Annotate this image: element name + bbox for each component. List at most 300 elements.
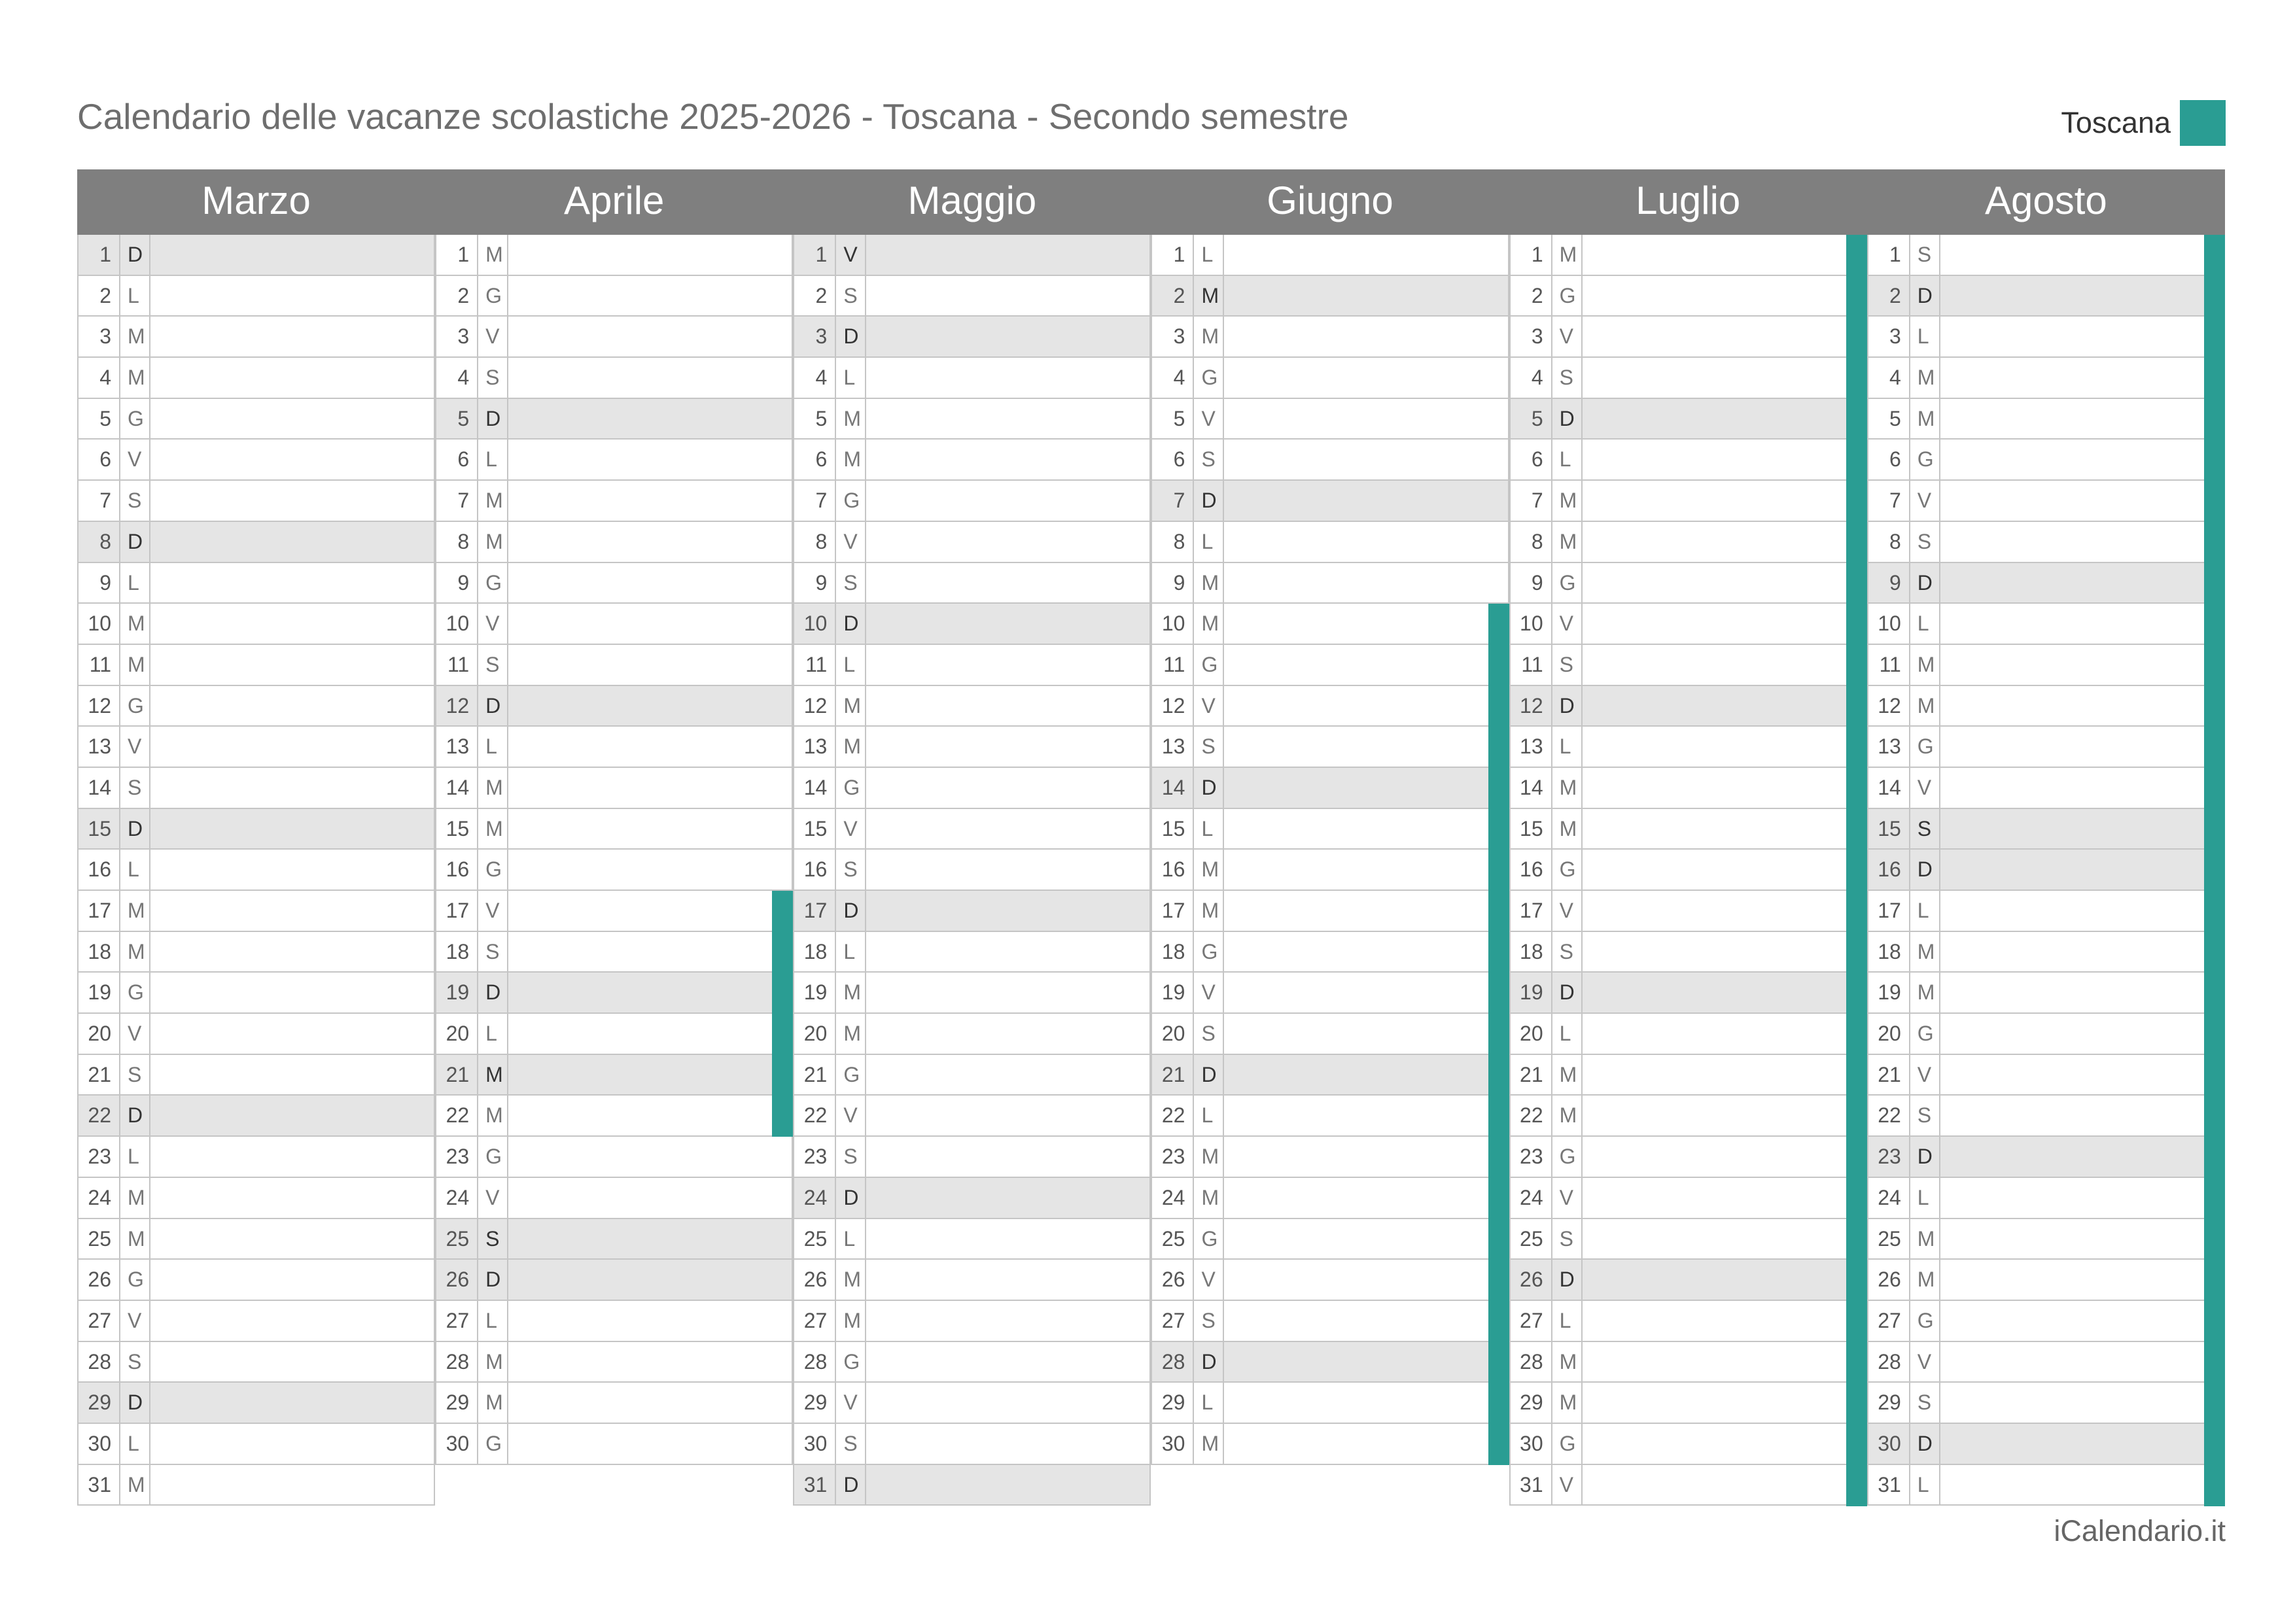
weekday-letter: G: [478, 1137, 508, 1177]
month-column: [1509, 169, 1867, 1506]
day-row: [793, 522, 1151, 563]
day-number: 4: [1867, 358, 1910, 398]
weekday-letter: S: [836, 1424, 866, 1464]
weekday-letter: L: [836, 932, 866, 972]
day-number: 21: [793, 1055, 836, 1095]
day-row: [435, 604, 793, 645]
day-cell: [150, 481, 435, 521]
day-cell: [508, 686, 793, 726]
day-number: 7: [435, 481, 478, 521]
weekday-letter: M: [1910, 686, 1940, 726]
day-cell: [1224, 1424, 1509, 1464]
day-cell: [1940, 809, 2225, 849]
day-row: [1867, 235, 2225, 276]
weekday-letter: S: [1194, 1301, 1224, 1341]
day-row: [435, 276, 793, 317]
weekday-letter: V: [478, 317, 508, 356]
day-row: [1509, 604, 1867, 645]
day-cell: [150, 686, 435, 726]
weekday-letter: V: [1552, 317, 1583, 356]
page-title: Calendario delle vacanze scolastiche 2025-2026 - Toscana - Secondo semestre: [77, 96, 1349, 137]
weekday-letter: D: [1910, 1424, 1940, 1464]
weekday-letter: M: [1194, 1178, 1224, 1218]
day-number: 3: [793, 317, 836, 356]
day-row: [1151, 563, 1509, 604]
day-number: 12: [435, 686, 478, 726]
day-number: 11: [435, 645, 478, 685]
day-cell: [1583, 563, 1867, 603]
day-number: 11: [77, 645, 120, 685]
weekday-letter: D: [120, 1096, 150, 1135]
day-number: 1: [1509, 235, 1552, 275]
day-number: 12: [1151, 686, 1194, 726]
day-row: [1151, 235, 1509, 276]
day-cell: [508, 1055, 793, 1095]
weekday-letter: D: [120, 809, 150, 849]
day-number: 30: [77, 1424, 120, 1464]
day-number: 1: [435, 235, 478, 275]
day-number: 31: [77, 1465, 120, 1505]
day-cell: [508, 932, 793, 972]
day-cell: [508, 1014, 793, 1054]
weekday-letter: L: [478, 727, 508, 767]
day-row: [1151, 522, 1509, 563]
weekday-letter: M: [120, 358, 150, 398]
day-list: [793, 235, 1151, 1506]
day-row: [1151, 645, 1509, 686]
day-row: [1867, 645, 2225, 686]
day-number: 26: [1151, 1260, 1194, 1300]
day-row: [1151, 727, 1509, 768]
day-cell: [508, 1178, 793, 1218]
day-cell: [1224, 399, 1509, 439]
day-number: 2: [1151, 276, 1194, 316]
day-number: 23: [1509, 1137, 1552, 1177]
weekday-letter: G: [1194, 932, 1224, 972]
day-cell: [1940, 727, 2225, 767]
day-row: [1509, 1096, 1867, 1137]
day-row: [793, 932, 1151, 973]
weekday-letter: M: [1194, 604, 1224, 644]
weekday-letter: M: [1552, 481, 1583, 521]
weekday-letter: M: [1910, 932, 1940, 972]
weekday-letter: M: [1194, 276, 1224, 316]
day-cell: [1583, 809, 1867, 849]
day-row: [435, 932, 793, 973]
day-row: [1867, 1424, 2225, 1465]
day-cell: [1940, 1260, 2225, 1300]
day-row: [435, 1178, 793, 1219]
day-row: [435, 440, 793, 481]
day-cell: [1583, 1055, 1867, 1095]
day-row: [77, 1424, 435, 1465]
day-row: [1867, 276, 2225, 317]
weekday-letter: V: [1910, 1055, 1940, 1095]
weekday-letter: M: [1552, 1096, 1583, 1135]
day-row: [1151, 1014, 1509, 1055]
day-row: [77, 1178, 435, 1219]
day-cell: [866, 645, 1151, 685]
day-number: 10: [1867, 604, 1910, 644]
day-cell: [866, 1178, 1151, 1218]
day-cell: [1940, 891, 2225, 931]
day-cell: [1940, 604, 2225, 644]
weekday-letter: G: [1552, 1424, 1583, 1464]
weekday-letter: G: [836, 1342, 866, 1382]
day-number: 19: [435, 973, 478, 1012]
day-number: 31: [1509, 1465, 1552, 1505]
day-cell: [1583, 727, 1867, 767]
day-number: 5: [1509, 399, 1552, 439]
day-row: [1151, 809, 1509, 850]
weekday-letter: M: [478, 481, 508, 521]
day-row: [1867, 932, 2225, 973]
day-cell: [1940, 317, 2225, 356]
day-row: [77, 1465, 435, 1506]
day-cell: [1940, 645, 2225, 685]
day-row: [793, 317, 1151, 358]
day-row: [77, 1342, 435, 1383]
day-number: 6: [77, 440, 120, 479]
day-cell: [1224, 727, 1509, 767]
day-number: 26: [1509, 1260, 1552, 1300]
day-cell: [1583, 850, 1867, 890]
day-number: 16: [77, 850, 120, 890]
day-number: 20: [793, 1014, 836, 1054]
weekday-letter: V: [478, 1178, 508, 1218]
weekday-letter: S: [1910, 235, 1940, 275]
day-cell: [1940, 768, 2225, 808]
day-row: [793, 768, 1151, 809]
day-number: 22: [77, 1096, 120, 1135]
day-row: [793, 1301, 1151, 1342]
holiday-bar: [1488, 604, 1509, 1465]
month-header: Giugno: [1151, 169, 1509, 235]
day-cell: [1583, 1465, 1867, 1505]
weekday-letter: M: [836, 973, 866, 1012]
day-number: 25: [793, 1219, 836, 1259]
day-row: [1867, 1342, 2225, 1383]
day-row: [1151, 768, 1509, 809]
day-row: [1867, 440, 2225, 481]
day-number: 26: [1867, 1260, 1910, 1300]
day-number: 13: [1867, 727, 1910, 767]
holiday-bar: [772, 891, 793, 1137]
month-header: Marzo: [77, 169, 435, 235]
day-cell: [150, 1219, 435, 1259]
day-number: 17: [435, 891, 478, 931]
day-cell: [1940, 522, 2225, 562]
day-cell: [1583, 317, 1867, 356]
day-row: [1867, 727, 2225, 768]
weekday-letter: M: [1910, 973, 1940, 1012]
month-column: [1867, 169, 2225, 1506]
day-cell: [1583, 932, 1867, 972]
day-row: [435, 1055, 793, 1096]
day-row: [77, 686, 435, 727]
day-number: 8: [1509, 522, 1552, 562]
weekday-letter: V: [1910, 481, 1940, 521]
day-row: [77, 1219, 435, 1260]
weekday-letter: M: [836, 1014, 866, 1054]
weekday-letter: S: [1910, 1383, 1940, 1423]
day-cell: [1583, 604, 1867, 644]
month-column: [435, 169, 793, 1506]
day-cell: [508, 973, 793, 1012]
day-row: [1867, 1465, 2225, 1506]
day-cell: [1224, 1383, 1509, 1423]
day-row: [1509, 1342, 1867, 1383]
day-cell: [1224, 358, 1509, 398]
day-row: [793, 440, 1151, 481]
holiday-bar: [1846, 235, 1867, 1506]
day-row: [793, 1137, 1151, 1178]
day-row: [1867, 809, 2225, 850]
day-number: 30: [1509, 1424, 1552, 1464]
weekday-letter: M: [836, 399, 866, 439]
legend: [2061, 99, 2226, 147]
day-row: [793, 399, 1151, 440]
day-row: [435, 768, 793, 809]
day-cell: [1940, 1178, 2225, 1218]
day-row: [77, 440, 435, 481]
day-row: [1509, 1383, 1867, 1424]
day-cell: [1583, 973, 1867, 1012]
day-cell: [508, 317, 793, 356]
day-number: 6: [1867, 440, 1910, 479]
day-number: 18: [1151, 932, 1194, 972]
weekday-letter: V: [120, 1301, 150, 1341]
day-row: [435, 358, 793, 399]
day-cell: [1583, 1424, 1867, 1464]
day-cell: [1224, 235, 1509, 275]
day-number: 24: [435, 1178, 478, 1218]
day-cell: [1583, 440, 1867, 479]
day-row: [1509, 317, 1867, 358]
weekday-letter: L: [120, 1424, 150, 1464]
day-cell: [1224, 973, 1509, 1012]
day-number: 8: [1867, 522, 1910, 562]
day-cell: [150, 1424, 435, 1464]
weekday-letter: V: [1194, 686, 1224, 726]
weekday-letter: L: [836, 645, 866, 685]
day-row: [793, 727, 1151, 768]
weekday-letter: G: [836, 481, 866, 521]
day-cell: [1940, 1096, 2225, 1135]
day-row: [1509, 1301, 1867, 1342]
weekday-letter: M: [478, 1055, 508, 1095]
day-cell: [1583, 1383, 1867, 1423]
day-number: 27: [793, 1301, 836, 1341]
day-cell: [150, 1342, 435, 1382]
day-cell: [508, 645, 793, 685]
day-row: [793, 1014, 1151, 1055]
day-row: [77, 522, 435, 563]
weekday-letter: G: [1910, 1301, 1940, 1341]
day-cell: [1583, 1342, 1867, 1382]
weekday-letter: L: [1194, 1096, 1224, 1135]
day-number: 28: [793, 1342, 836, 1382]
weekday-letter: M: [1552, 1342, 1583, 1382]
day-row: [1151, 317, 1509, 358]
day-list: [1509, 235, 1867, 1506]
day-cell: [1224, 809, 1509, 849]
day-number: 15: [1509, 809, 1552, 849]
day-row: [77, 1383, 435, 1424]
day-number: 27: [1151, 1301, 1194, 1341]
day-number: 28: [1509, 1342, 1552, 1382]
weekday-letter: L: [120, 1137, 150, 1177]
day-row: [793, 1424, 1151, 1465]
day-number: 7: [77, 481, 120, 521]
weekday-letter: M: [120, 1219, 150, 1259]
day-row: [435, 563, 793, 604]
day-cell: [1583, 645, 1867, 685]
day-row: [1151, 399, 1509, 440]
day-cell: [1583, 399, 1867, 439]
day-number: 14: [77, 768, 120, 808]
day-row: [793, 276, 1151, 317]
day-cell: [508, 1137, 793, 1177]
weekday-letter: M: [836, 1260, 866, 1300]
day-cell: [1224, 1137, 1509, 1177]
weekday-letter: S: [478, 645, 508, 685]
day-row: [77, 481, 435, 522]
day-cell: [1940, 686, 2225, 726]
weekday-letter: L: [1910, 317, 1940, 356]
day-number: 1: [793, 235, 836, 275]
day-cell: [1224, 1178, 1509, 1218]
day-number: 6: [435, 440, 478, 479]
day-number: 10: [77, 604, 120, 644]
day-number: 3: [1151, 317, 1194, 356]
day-number: 7: [793, 481, 836, 521]
day-row: [435, 850, 793, 891]
day-number: 14: [435, 768, 478, 808]
day-cell: [866, 1383, 1151, 1423]
day-cell: [866, 317, 1151, 356]
day-cell: [508, 522, 793, 562]
day-cell: [150, 973, 435, 1012]
weekday-letter: M: [1194, 1424, 1224, 1464]
day-number: 6: [1509, 440, 1552, 479]
weekday-letter: L: [478, 440, 508, 479]
weekday-letter: L: [1910, 1465, 1940, 1505]
weekday-letter: V: [1552, 891, 1583, 931]
day-cell: [1224, 1342, 1509, 1382]
day-row: [435, 686, 793, 727]
day-number: 12: [793, 686, 836, 726]
weekday-letter: V: [478, 891, 508, 931]
day-row: [1151, 1301, 1509, 1342]
day-cell: [508, 1424, 793, 1464]
day-number: 28: [435, 1342, 478, 1382]
weekday-letter: M: [1552, 809, 1583, 849]
day-cell: [150, 727, 435, 767]
day-number: 18: [793, 932, 836, 972]
day-number: 9: [1867, 563, 1910, 603]
day-number: 17: [1509, 891, 1552, 931]
day-row: [435, 522, 793, 563]
day-number: 8: [77, 522, 120, 562]
weekday-letter: M: [478, 522, 508, 562]
day-row: [77, 358, 435, 399]
day-cell: [150, 1465, 435, 1505]
weekday-letter: S: [836, 563, 866, 603]
day-cell: [1583, 1301, 1867, 1341]
day-row: [1509, 1260, 1867, 1301]
day-cell: [866, 1096, 1151, 1135]
weekday-letter: L: [836, 358, 866, 398]
day-row: [1509, 1178, 1867, 1219]
month-column: [1151, 169, 1509, 1506]
day-number: 1: [77, 235, 120, 275]
month-header: Luglio: [1509, 169, 1867, 235]
day-cell: [1940, 440, 2225, 479]
month-column: [793, 169, 1151, 1506]
weekday-letter: M: [120, 645, 150, 685]
day-number: 17: [1867, 891, 1910, 931]
weekday-letter: G: [120, 973, 150, 1012]
months-grid: [77, 169, 2225, 1506]
day-row: [77, 235, 435, 276]
day-number: 23: [793, 1137, 836, 1177]
weekday-letter: M: [478, 1383, 508, 1423]
weekday-letter: V: [836, 1383, 866, 1423]
day-number: 16: [1151, 850, 1194, 890]
day-cell: [866, 1465, 1151, 1505]
weekday-letter: D: [836, 1178, 866, 1218]
day-row: [1509, 727, 1867, 768]
day-number: 3: [77, 317, 120, 356]
day-number: 2: [1509, 276, 1552, 316]
day-row: [1867, 1301, 2225, 1342]
weekday-letter: G: [1552, 850, 1583, 890]
day-number: 14: [1509, 768, 1552, 808]
day-row: [1509, 1465, 1867, 1506]
day-row: [793, 891, 1151, 932]
day-row: [77, 809, 435, 850]
day-cell: [508, 1219, 793, 1259]
day-number: 30: [793, 1424, 836, 1464]
weekday-letter: S: [1552, 1219, 1583, 1259]
weekday-letter: M: [1194, 891, 1224, 931]
weekday-letter: D: [1552, 973, 1583, 1012]
day-row: [1151, 440, 1509, 481]
day-cell: [1940, 563, 2225, 603]
day-cell: [150, 850, 435, 890]
day-row: [1151, 1178, 1509, 1219]
day-row: [1509, 522, 1867, 563]
day-cell: [508, 563, 793, 603]
weekday-letter: L: [1910, 604, 1940, 644]
weekday-letter: S: [1910, 1096, 1940, 1135]
weekday-letter: D: [1194, 768, 1224, 808]
day-number: 26: [77, 1260, 120, 1300]
weekday-letter: M: [478, 1342, 508, 1382]
day-row: [793, 1342, 1151, 1383]
day-number: 11: [1867, 645, 1910, 685]
weekday-letter: G: [836, 768, 866, 808]
weekday-letter: D: [1910, 276, 1940, 316]
day-cell: [1583, 481, 1867, 521]
weekday-letter: M: [478, 809, 508, 849]
day-cell: [150, 1096, 435, 1135]
day-row: [1509, 809, 1867, 850]
day-number: 21: [77, 1055, 120, 1095]
day-number: 5: [1151, 399, 1194, 439]
day-cell: [1224, 850, 1509, 890]
